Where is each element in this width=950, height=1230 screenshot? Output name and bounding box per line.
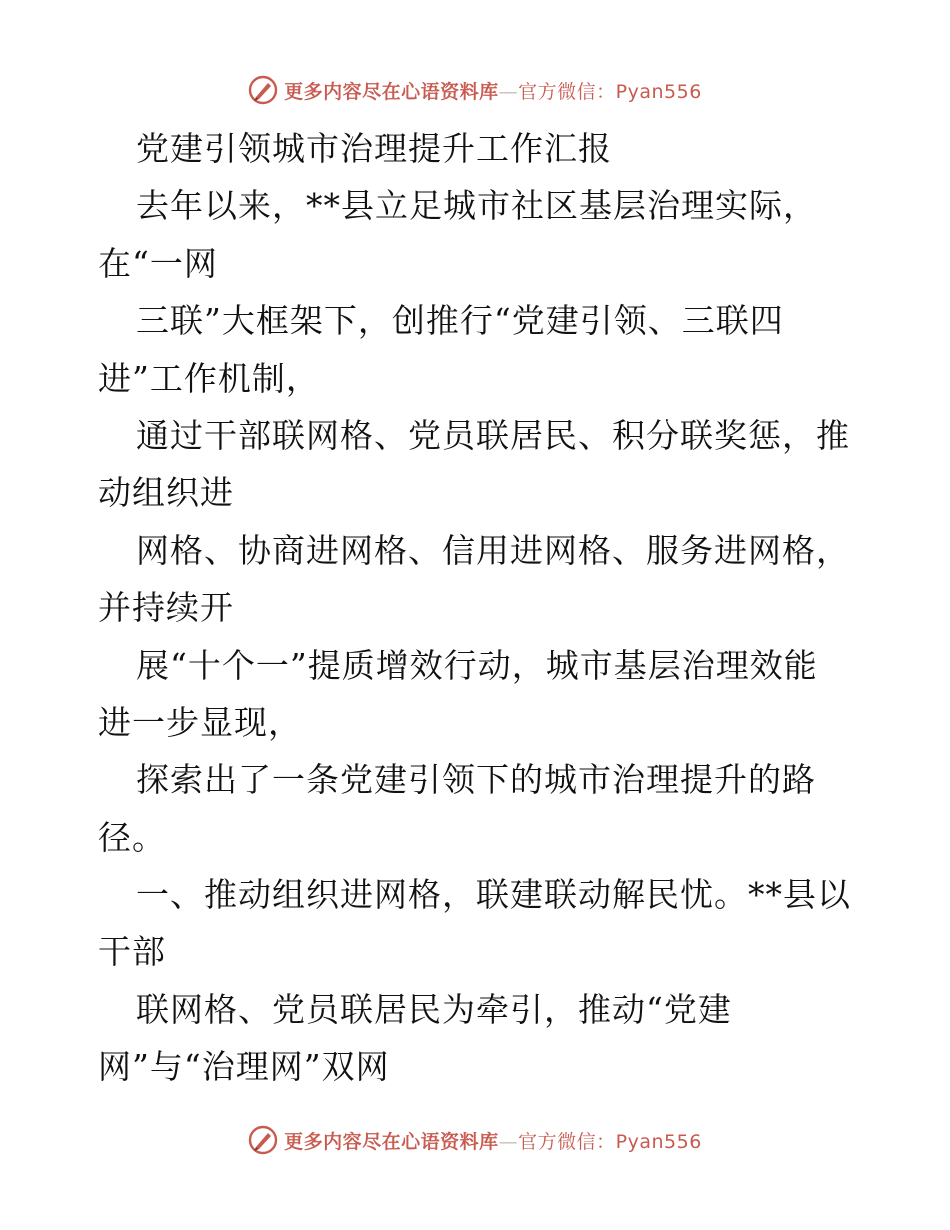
paragraph-line: 干部	[98, 932, 166, 972]
document-title: 党建引领城市治理提升工作汇报	[136, 129, 612, 168]
paragraph-line: 动组织进	[98, 473, 234, 513]
paragraph-line: 展“十个一”提质增效行动，城市基层治理效能	[136, 645, 818, 685]
paragraph-line: 联网格、党员联居民为牵引，推动“党建	[136, 989, 732, 1029]
paragraph-line: 在“一网	[98, 243, 218, 283]
paragraph-line: 三联”大框架下，创推行“党建引领、三联四	[136, 301, 784, 341]
paragraph-line: 通过干部联网格、党员联居民、积分联奖惩，推	[136, 415, 850, 455]
paragraph-line: 去年以来，**县立足城市社区基层治理实际，	[136, 186, 817, 226]
paragraph-line: 网”与“治理网”双网	[98, 1047, 390, 1087]
paragraph-line: 网格、协商进网格、信用进网格、服务进网格，	[136, 530, 850, 570]
document-body	[98, 120, 888, 1096]
feather-pen-logo-icon	[248, 1125, 278, 1155]
paragraph-line: 并持续开	[98, 588, 234, 628]
paragraph-line: 进”工作机制，	[98, 358, 320, 398]
header-watermark-text: 更多内容尽在心语资料库—官方微信：Pyan556	[284, 80, 702, 103]
footer-watermark	[0, 1120, 950, 1160]
paragraph-line: 探索出了一条党建引领下的城市治理提升的路	[136, 760, 816, 800]
section-heading-line: 一、推动组织进网格，联建联动解民忧。**县以	[136, 875, 851, 915]
paragraph-line: 径。	[98, 817, 166, 857]
footer-watermark-text: 更多内容尽在心语资料库—官方微信：Pyan556	[284, 1130, 702, 1153]
feather-pen-logo-icon	[248, 75, 278, 105]
paragraph-line: 进一步显现，	[98, 702, 302, 742]
header-watermark	[0, 70, 950, 110]
